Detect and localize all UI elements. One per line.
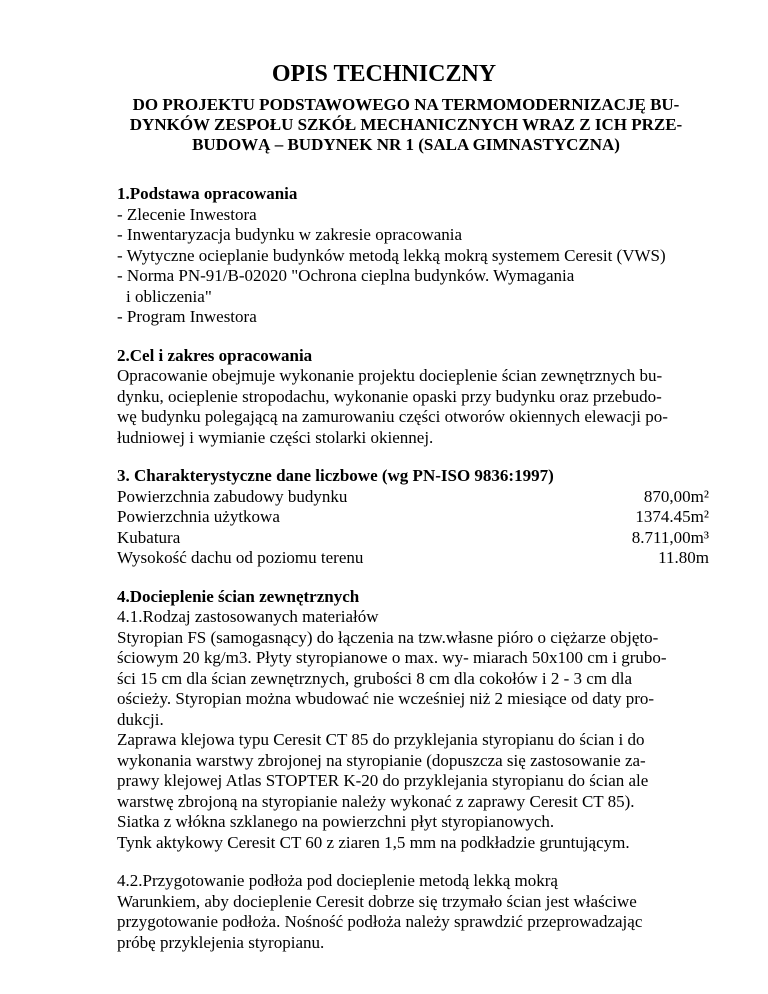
section-insulation [117,587,717,954]
section-heading: 3. Charakterystyczne dane liczbowe (wg PN-ISO 9836:1997) [117,466,554,485]
paragraph-line: warstwę zbrojoną na styropianie należy wykonać z zaprawy Ceresit CT 85). [117,791,635,811]
paragraph-line: łudniowej i wymianie części stolarki okiennej. [117,427,434,447]
document-subtitle [108,95,704,155]
paragraph-line: Styropian FS (samogasnący) do łączenia na tzw.własne pióro o ciężarze objęto- [117,627,659,647]
stat-value: 1374.45m² [635,507,709,526]
paragraph-line: Opracowanie obejmuje wykonanie projektu docieplenie ścian zewnętrznych bu- [117,366,663,385]
paragraph-line: wykonania warstwy zbrojonej na styropianie (dopuszcza się zastosowanie za- [117,750,646,770]
paragraph-line: Tynk aktykowy Ceresit CT 60 z ziaren 1,5 mm na podkładzie gruntującym. [117,832,630,852]
section-heading: 1.Podstawa opracowania [117,184,298,203]
paragraph-line: ściowym 20 kg/m3. Płyty styropianowe o max. wy- miarach 50x100 cm i grubo- [117,648,667,667]
document-body [117,184,717,953]
paragraph-line: Zaprawa klejowa typu Ceresit CT 85 do przyklejania styropianu do ścian i do [117,730,645,749]
paragraph-line: próbę przyklejenia styropianu. [117,932,325,952]
paragraph-line: Siatka z włókna szklanego na powierzchni płyt styropianowych. [117,812,555,831]
section-figures [117,466,717,569]
stat-value: 870,00m² [643,486,709,506]
paragraph-line: ościeży. Styropian można wbudować nie wcześniej niż 2 miesiące od daty pro- [117,689,655,708]
list-item: - Inwentaryzacja budynku w zakresie opracowania [117,225,463,244]
subtitle-line: DO PROJEKTU PODSTAWOWEGO NA TERMOMODERNIZACJĘ BU- [132,95,680,114]
section-heading: 2.Cel i zakres opracowania [117,345,313,365]
paragraph-line: dynku, ocieplenie stropodachu, wykonanie opaski przy budynku oraz przebudo- [117,386,662,406]
stat-label: Wysokość dachu od poziomu terenu [117,548,364,567]
list-item: - Wytyczne ocieplanie budynków metodą lekką mokrą systemem Ceresit (VWS) [117,245,666,265]
subtitle-line: BUDOWĄ – BUDYNEK NR 1 (SALA GIMNASTYCZNA) [192,135,620,154]
paragraph-line: Warunkiem, aby docieplenie Ceresit dobrze się trzymało ścian jest właściwe [117,891,637,911]
stat-row [117,487,717,508]
section-basis [117,184,717,328]
stat-row [117,528,717,549]
list-item: - Zlecenie Inwestora [117,204,257,224]
section-scope [117,346,717,449]
section-heading: 4.Docieplenie ścian zewnętrznych [117,586,360,606]
stat-label: Powierzchnia zabudowy budynku [117,486,348,506]
stat-value: 8.711,00m³ [631,527,709,547]
document-title: OPIS TECHNICZNY [271,61,497,87]
stat-row [117,548,717,569]
list-item: - Norma PN-91/B-02020 "Ochrona cieplna budynków. Wymagania [117,266,575,285]
subsection-heading: 4.2.Przygotowanie podłoża pod docieplenie metodą lekką mokrą [117,871,558,890]
stat-label: Kubatura [117,527,181,547]
paragraph-line: ści 15 cm dla ścian zewnętrznych, grubości 8 cm dla cokołów i 2 - 3 cm dla [117,668,633,688]
paragraph-line: przygotowanie podłoża. Nośność podłoża należy sprawdzić przeprowadzając [117,912,643,931]
subtitle-line: DYNKÓW ZESPOŁU SZKÓŁ MECHANICZNYCH WRAZ Z ICH PRZE- [129,115,683,134]
stat-row [117,507,717,528]
paragraph-line: dukcji. [117,709,164,729]
paragraph-line: wę budynku polegającą na zamurowaniu części otworów okiennych elewacji po- [117,407,668,426]
stat-label: Powierzchnia użytkowa [117,507,280,526]
list-item-continuation: i obliczenia" [126,286,212,306]
list-item: - Program Inwestora [117,307,257,326]
subsection-heading: 4.1.Rodzaj zastosowanych materiałów [117,607,379,626]
stat-value: 11.80m [658,548,709,567]
paragraph-line: prawy klejowej Atlas STOPTER K-20 do przyklejania styropianu do ścian ale [117,771,649,790]
